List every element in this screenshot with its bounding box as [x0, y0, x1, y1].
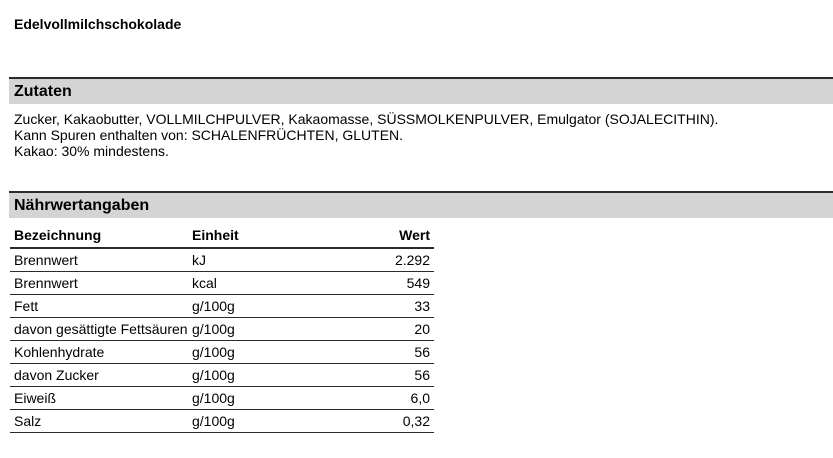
- nutrient-value: 33: [324, 295, 434, 318]
- section-header-naehrwerte: [9, 191, 833, 218]
- ingredients-line: Zucker, Kakaobutter, VOLLMILCHPULVER, Kakaomasse, SÜSSMOLKENPULVER, Emulgator (SOJALECITHIN).: [14, 111, 719, 127]
- product-title: Edelvollmilchschokolade: [14, 16, 182, 32]
- table-row: [10, 410, 434, 433]
- table-header-row: [10, 224, 434, 248]
- nutrient-unit: kJ: [188, 248, 324, 272]
- nutrient-name: Kohlenhydrate: [10, 341, 188, 364]
- nutrient-value: 2.292: [324, 248, 434, 272]
- section-title-naehrwerte: Nährwertangaben: [14, 197, 150, 214]
- column-header-wert: Wert: [324, 224, 434, 248]
- nutrient-unit: g/100g: [188, 295, 324, 318]
- section-title-zutaten: Zutaten: [14, 83, 72, 100]
- table-row: [10, 272, 434, 295]
- ingredients-text: [14, 111, 824, 159]
- nutrition-table: [10, 224, 434, 433]
- nutrient-name: Eiweiß: [10, 387, 188, 410]
- table-row: [10, 295, 434, 318]
- nutrient-name: Fett: [10, 295, 188, 318]
- table-row: [10, 341, 434, 364]
- nutrient-value: 549: [324, 272, 434, 295]
- table-row: [10, 248, 434, 272]
- nutrient-unit: kcal: [188, 272, 324, 295]
- allergen-trace-line: Kann Spuren enthalten von: SCHALENFRÜCHTEN, GLUTEN.: [14, 127, 404, 143]
- column-header-bezeichnung: Bezeichnung: [10, 224, 188, 248]
- nutrient-name: davon gesättigte Fettsäuren: [10, 318, 188, 341]
- nutrient-unit: g/100g: [188, 318, 324, 341]
- nutrient-value: 0,32: [324, 410, 434, 433]
- nutrient-value: 56: [324, 341, 434, 364]
- nutrient-name: Brennwert: [10, 248, 188, 272]
- table-row: [10, 318, 434, 341]
- nutrient-name: Brennwert: [10, 272, 188, 295]
- nutrient-value: 56: [324, 364, 434, 387]
- nutrient-unit: g/100g: [188, 387, 324, 410]
- nutrient-value: 6,0: [324, 387, 434, 410]
- nutrient-name: davon Zucker: [10, 364, 188, 387]
- section-header-zutaten: [9, 77, 833, 104]
- nutrient-unit: g/100g: [188, 341, 324, 364]
- nutrient-unit: g/100g: [188, 364, 324, 387]
- table-row: [10, 387, 434, 410]
- nutrient-name: Salz: [10, 410, 188, 433]
- cocoa-content-line: Kakao: 30% mindestens.: [14, 143, 169, 159]
- column-header-einheit: Einheit: [188, 224, 324, 248]
- nutrient-unit: g/100g: [188, 410, 324, 433]
- nutrient-value: 20: [324, 318, 434, 341]
- table-row: [10, 364, 434, 387]
